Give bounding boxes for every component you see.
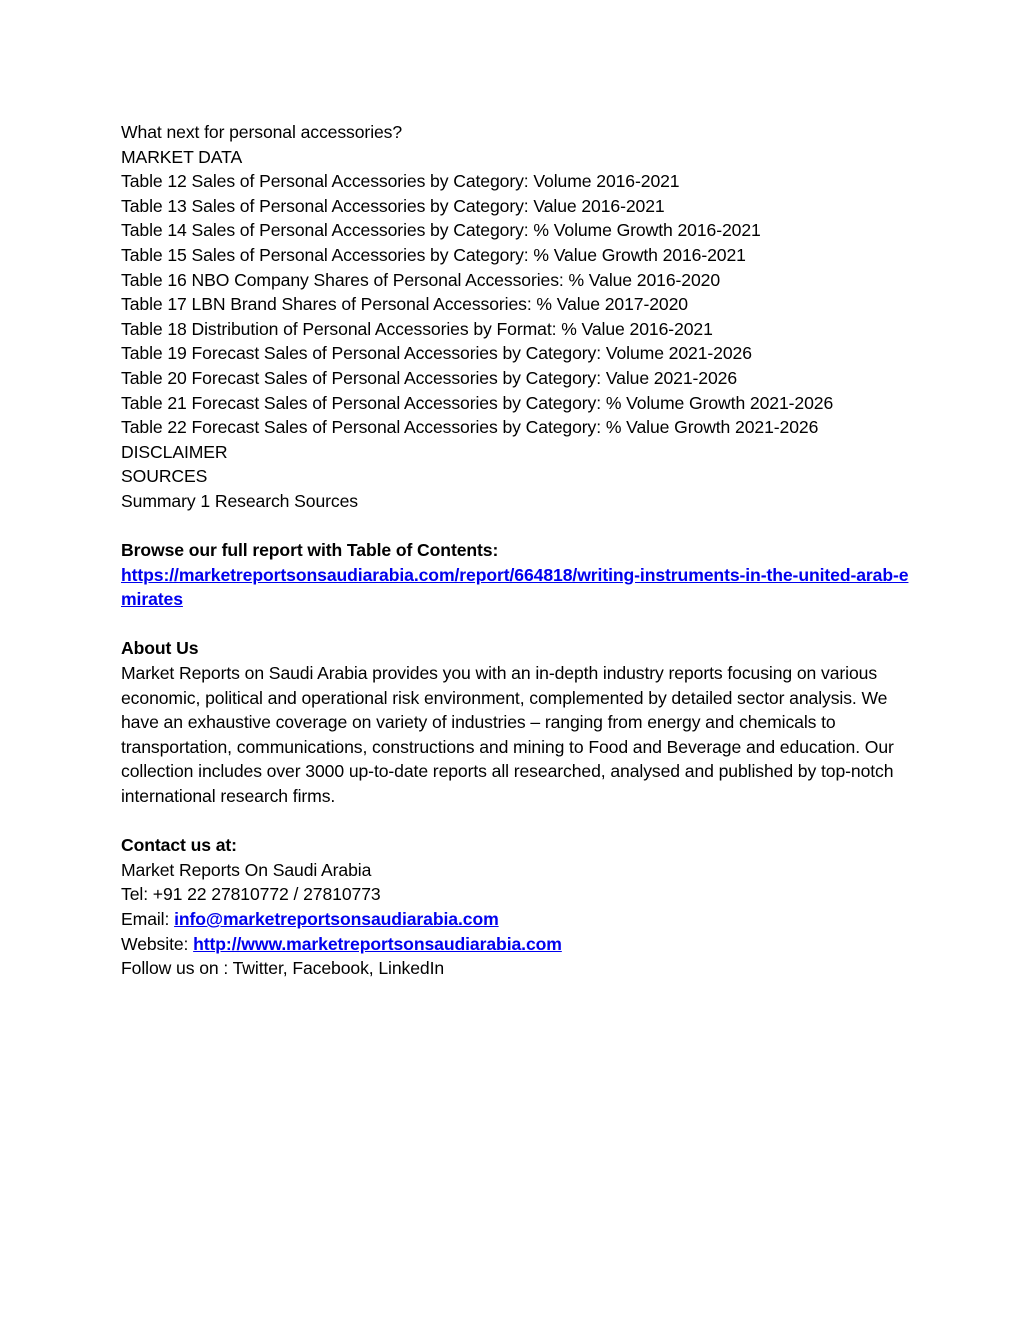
- report-link[interactable]: https://marketreportsonsaudiarabia.com/report/664818/writing-instruments-in-the-united-arab-emirates: [121, 564, 909, 610]
- toc-item-table-17: Table 17 LBN Brand Shares of Personal Accessories: % Value 2017-2020: [121, 294, 688, 315]
- toc-item-table-12: Table 12 Sales of Personal Accessories by Category: Volume 2016-2021: [121, 171, 680, 192]
- spacer: [121, 809, 911, 834]
- toc-item-table-22: Table 22 Forecast Sales of Personal Accessories by Category: % Value Growth 2021-2026: [121, 417, 819, 438]
- toc-item-table-19: Table 19 Forecast Sales of Personal Accessories by Category: Volume 2021-2026: [121, 343, 752, 364]
- toc-item-sources: SOURCES: [121, 466, 208, 487]
- about-body: Market Reports on Saudi Arabia provides you with an in-depth industry reports focusing on various economic, political and operational risk environment, complemented by detailed sector analysis. We have an exhaustive coverage on variety of industries – ranging from energy and chemicals to transportation, communications, constructions and mining to Food and Beverage and education. Our collection includes over 3000 up-to-date reports all researched, analysed and published by top-notch international research firms.: [121, 663, 894, 807]
- website-label: Website:: [121, 933, 194, 954]
- browse-heading: Browse our full report with Table of Contents:: [121, 540, 499, 561]
- toc-item-table-18: Table 18 Distribution of Personal Accessories by Format: % Value 2016-2021: [121, 318, 713, 339]
- contact-tel: Tel: +91 22 27810772 / 27810773: [121, 884, 381, 905]
- about-heading: About Us: [121, 638, 199, 659]
- toc-item-market-data: MARKET DATA: [121, 146, 243, 167]
- contact-website-row: [121, 932, 911, 957]
- contact-company: Market Reports On Saudi Arabia: [121, 859, 372, 880]
- toc-item-table-15: Table 15 Sales of Personal Accessories by Category: % Value Growth 2016-2021: [121, 244, 746, 265]
- toc-list: [121, 120, 911, 514]
- spacer: [121, 612, 911, 637]
- spacer: [121, 514, 911, 539]
- toc-item-table-13: Table 13 Sales of Personal Accessories by Category: Value 2016-2021: [121, 195, 665, 216]
- contact-section: [121, 833, 911, 981]
- browse-section: [121, 538, 911, 612]
- contact-heading: Contact us at:: [121, 835, 237, 856]
- about-section: [121, 636, 911, 808]
- document-page: [121, 120, 911, 981]
- toc-item-outlook: What next for personal accessories?: [121, 122, 403, 142]
- website-link[interactable]: http://www.marketreportsonsaudiarabia.com: [193, 933, 562, 954]
- email-link[interactable]: info@marketreportsonsaudiarabia.com: [174, 909, 499, 929]
- contact-email-row: [121, 907, 911, 932]
- toc-item-summary-1: Summary 1 Research Sources: [121, 490, 358, 511]
- toc-item-table-14: Table 14 Sales of Personal Accessories by Category: % Volume Growth 2016-2021: [121, 220, 761, 241]
- toc-item-disclaimer: DISCLAIMER: [121, 441, 228, 462]
- toc-item-table-20: Table 20 Forecast Sales of Personal Accessories by Category: Value 2021-2026: [121, 367, 738, 388]
- contact-follow: Follow us on : Twitter, Facebook, LinkedIn: [121, 958, 445, 979]
- toc-item-table-21: Table 21 Forecast Sales of Personal Accessories by Category: % Volume Growth 2021-2026: [121, 392, 834, 413]
- toc-item-table-16: Table 16 NBO Company Shares of Personal Accessories: % Value 2016-2020: [121, 269, 721, 290]
- email-label: Email:: [121, 909, 175, 929]
